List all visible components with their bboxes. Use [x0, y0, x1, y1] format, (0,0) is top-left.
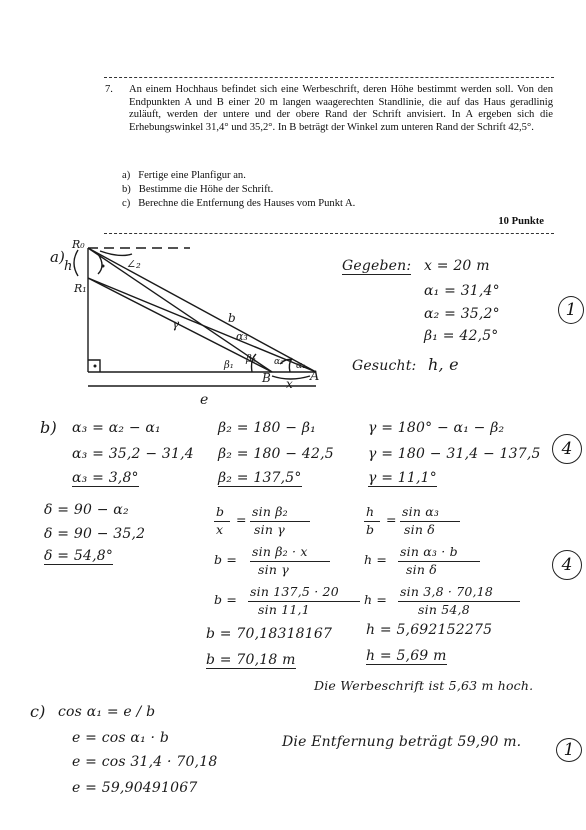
- label-e: e: [200, 392, 209, 408]
- c-line2: e = cos α₁ · b: [72, 730, 169, 746]
- hfrac1-lhs-num: h: [366, 504, 375, 519]
- label-alpha2-top: ∠₂: [126, 257, 141, 271]
- b-col2-line2: β₂ = 180 − 42,5: [218, 446, 334, 462]
- frac2-den: sin γ: [258, 562, 289, 577]
- hfrac3-num: sin 3,8 · 70,18: [400, 584, 494, 599]
- frac3-den: sin 11,1: [258, 602, 310, 617]
- task-part-b: [122, 184, 273, 197]
- score-circle-c: 1: [556, 738, 582, 762]
- sought-values: h, e: [428, 355, 459, 374]
- label-alpha3: α₃: [236, 330, 248, 343]
- height-brace: [74, 250, 78, 276]
- sought-title: Gesucht:: [352, 358, 417, 374]
- h-result1: h = 5,692152275: [366, 622, 493, 638]
- b-col1-line6: δ = 54,8°: [44, 548, 114, 564]
- c-conclusion: Die Entfernung beträgt 59,90 m.: [282, 734, 522, 750]
- frac2-lhs: b =: [214, 552, 238, 567]
- label-h: h: [64, 259, 73, 274]
- hfrac1-rhs-den: sin δ: [404, 522, 435, 537]
- b-col1-line2: α₃ = 35,2 − 31,4: [72, 446, 194, 462]
- c-line1: cos α₁ = e / b: [58, 704, 156, 720]
- label-gamma: γ: [172, 317, 180, 331]
- top-divider: [104, 77, 554, 78]
- b-result2: b = 70,18 m: [206, 652, 296, 668]
- label-beta1: β₁: [224, 360, 234, 371]
- sight-line-b-bottom: [88, 278, 272, 372]
- plan-figure: [40, 236, 340, 412]
- c-line4: e = 59,90491067: [72, 780, 198, 796]
- b-col3-line1: γ = 180° − α₁ − β₂: [368, 420, 505, 436]
- given-x: x = 20 m: [424, 258, 490, 274]
- score-circle-a: 1: [558, 296, 584, 324]
- frac1-rhs-num: sin β₂: [252, 504, 288, 519]
- b-col2-line3: β₂ = 137,5°: [218, 470, 302, 486]
- sight-line-b-top: [88, 248, 272, 372]
- b-result1: b = 70,18318167: [206, 626, 333, 642]
- frac2-num: sin β₂ · x: [252, 544, 308, 559]
- bottom-divider: [104, 233, 554, 234]
- b-col2-line1: β₂ = 180 − β₁: [218, 420, 316, 436]
- label-alpha2-small: α₂: [274, 357, 284, 367]
- given-alpha1: α₁ = 31,4°: [424, 283, 500, 299]
- given-beta1: β₁ = 42,5°: [424, 328, 499, 344]
- angle-arc-delta: [100, 251, 132, 255]
- hfrac1-lhs-den: b: [366, 522, 375, 537]
- hfrac1-rhs-num: sin α₃: [402, 504, 440, 519]
- hfrac3-den: sin 54,8: [418, 602, 470, 617]
- hfrac2-lhs: h =: [364, 552, 388, 567]
- points-label: 10 Punkte: [498, 216, 544, 227]
- part-b-label: b): [40, 418, 57, 437]
- task-part-c-text: Berechne die Entfernung des Hauses vom Punkt A.: [138, 198, 356, 209]
- b-col1-line3: α₃ = 3,8°: [72, 470, 139, 486]
- hfrac3-lhs: h =: [364, 592, 388, 607]
- b-col3-line3: γ = 11,1°: [368, 470, 437, 486]
- label-A: A: [310, 369, 320, 384]
- task-part-b-text: Bestimme die Höhe der Schrift.: [138, 184, 274, 195]
- score-circle-b1: 4: [552, 434, 582, 464]
- task-part-c-label: c): [122, 198, 131, 209]
- label-r1: R₁: [74, 282, 87, 295]
- b-col3-line2: γ = 180 − 31,4 − 137,5: [368, 446, 541, 462]
- sight-line-a-top: [88, 248, 316, 372]
- score-circle-b2: 4: [552, 550, 582, 580]
- task-part-a-label: a): [122, 170, 131, 181]
- label-alpha1: α₁: [296, 361, 306, 371]
- b-conclusion: Die Werbeschrift ist 5,63 m hoch.: [314, 678, 534, 693]
- label-x: x: [286, 377, 293, 391]
- b-col1-line1: α₃ = α₂ − α₁: [72, 420, 161, 436]
- label-b: b: [228, 311, 236, 325]
- b-col1-line5: δ = 90 − 35,2: [44, 526, 146, 542]
- sketch-part-label: a): [50, 248, 65, 266]
- c-line3: e = cos 31,4 · 70,18: [72, 754, 218, 770]
- given-title: Gegeben:: [342, 258, 412, 274]
- task-part-a-text: Fertige eine Planfigur an.: [138, 170, 246, 181]
- task-text: An einem Hochhaus befindet sich eine Werbeschrift, deren Höhe bestimmt werden soll. Von den Endpunkten A und B einer 20 m langen waagerechten Standlinie, die auf das Haus geradlinig zuläuft, werden der untere und der obere Rand der Schrift anvisiert. In A ergeben sich die Erhebungswinkel 31,4° und 35,2°. In B beträgt der Winkel zum unteren Rand der Schrift 42,5°.: [129, 84, 553, 133]
- label-r0: R₀: [72, 238, 85, 251]
- task-part-b-label: b): [122, 184, 131, 195]
- b-col1-line4: δ = 90 − α₂: [44, 502, 129, 518]
- frac3-num: sin 137,5 · 20: [250, 584, 339, 599]
- label-B: B: [262, 371, 271, 385]
- frac3-lhs: b =: [214, 592, 238, 607]
- task-part-c: [122, 198, 355, 211]
- hfrac2-den: sin δ: [406, 562, 437, 577]
- h-result2: h = 5,69 m: [366, 648, 447, 664]
- hfrac2-num: sin α₃ · b: [400, 544, 458, 559]
- frac1-lhs-den: x: [216, 522, 224, 537]
- frac1-lhs-num: b: [216, 504, 225, 519]
- given-alpha2: α₂ = 35,2°: [424, 306, 500, 322]
- task-number: 7.: [105, 84, 113, 95]
- task-part-a: [122, 170, 246, 183]
- frac1-rhs-den: sin γ: [254, 522, 285, 537]
- part-c-label: c): [30, 702, 46, 721]
- label-beta2: β₂: [246, 354, 256, 365]
